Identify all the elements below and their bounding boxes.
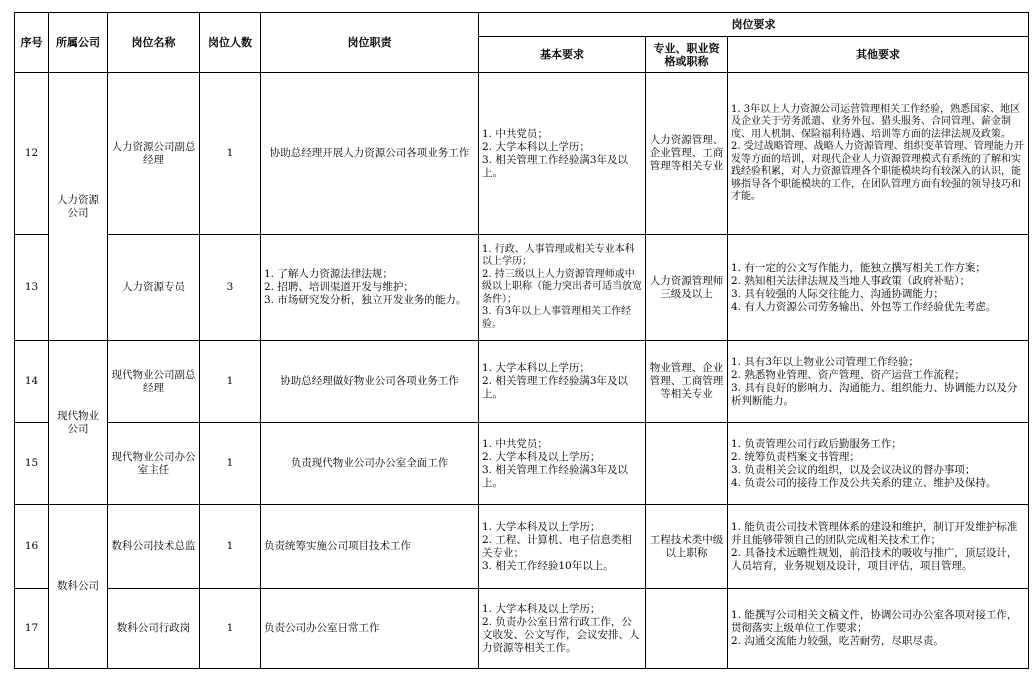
basic-requirements-cell	[479, 505, 646, 589]
table-row	[15, 423, 1029, 505]
company-cell: 人力资源公司	[49, 73, 108, 341]
other-line: 3. 具有良好的影响力、沟通能力、组织能力、协调能力以及分析判断能力。	[731, 381, 1018, 407]
position-cell: 数科公司行政岗	[108, 589, 200, 669]
duty-line: 1. 了解人力资源法律法规；	[264, 268, 393, 280]
basic-line: 1. 大学本科以上学历；	[482, 362, 590, 374]
header-company: 所属公司	[49, 13, 108, 73]
seq-cell: 17	[15, 589, 49, 669]
duty-line: 3. 市场研究发分析，独立开发业务的能力。	[264, 294, 467, 306]
duties-cell	[261, 73, 479, 235]
duty-line: 2. 招聘、培训渠道开发与维护；	[264, 281, 414, 293]
other-line: 3. 负责相关会议的组织，以及会议决议的督办事项；	[731, 463, 976, 476]
duties-cell	[261, 235, 479, 341]
duty-line: 协助总经理开展人力资源公司各项业务工作	[269, 147, 470, 159]
other-line: 4. 有人力资源公司劳务输出、外包等工作经验优先考虑。	[731, 300, 997, 313]
seq-cell: 16	[15, 505, 49, 589]
position-cell: 数科公司技术总监	[108, 505, 200, 589]
seq-cell: 13	[15, 235, 49, 341]
basic-requirements-cell	[479, 423, 646, 505]
other-line: 4. 负责公司的接待工作及公共关系的建立、维护及保持。	[731, 476, 997, 489]
basic-line: 2. 负责办公室日常行政工作，公文收发、公文写作，会议安排、人力资源等相关工作。	[482, 615, 640, 654]
header-requirements: 岗位要求	[479, 13, 1029, 37]
duties-cell	[261, 589, 479, 669]
basic-requirements-cell	[479, 341, 646, 423]
duties-cell	[261, 341, 479, 423]
position-cell: 人力资源专员	[108, 235, 200, 341]
count-cell: 3	[200, 235, 261, 341]
basic-line: 3. 相关工作经验10年以上。	[482, 559, 614, 572]
major-cell: 人力资源管理师三级及以上	[646, 235, 728, 341]
header-other: 其他要求	[728, 37, 1029, 73]
seq-cell: 12	[15, 73, 49, 235]
table-row	[15, 235, 1029, 341]
other-requirements-cell	[728, 423, 1029, 505]
position-cell: 现代物业公司办公室主任	[108, 423, 200, 505]
count-cell: 1	[200, 423, 261, 505]
other-requirements-cell	[728, 589, 1029, 669]
duties-cell	[261, 505, 479, 589]
other-line: 2. 沟通交流能力较强，吃苦耐劳，尽职尽责。	[731, 635, 944, 647]
major-cell: 人力资源管理、企业管理、工商管理等相关专业	[646, 73, 728, 235]
duties-cell	[261, 423, 479, 505]
basic-line: 1. 行政、人事管理或相关专业本科以上学历；	[482, 243, 635, 268]
other-line: 1. 能负责公司技术管理体系的建设和维护，制订开发维护标准并且能够带领自己的团队完成相关技术工作；	[731, 520, 1018, 546]
position-cell: 人力资源公司副总经理	[108, 73, 200, 235]
other-requirements-cell	[728, 235, 1029, 341]
header-duties: 岗位职责	[261, 13, 479, 73]
other-requirements-cell	[728, 341, 1029, 423]
other-line: 2. 统筹负责档案文书管理；	[731, 450, 860, 463]
table-row	[15, 341, 1029, 423]
other-line: 3. 具有较强的人际交往能力、沟通协调能力；	[731, 287, 944, 300]
other-line: 1. 具有3年以上物业公司管理工作经验；	[731, 355, 920, 368]
basic-line: 2. 大学本科以上学历；	[482, 140, 590, 153]
count-cell: 1	[200, 341, 261, 423]
other-line: 2. 具备技术远瞻性规划，前沿技术的吸收与推广，顶层设计，人员培育，业务规划及设计，项目评估，项目管理。	[731, 546, 1018, 572]
basic-requirements-cell	[479, 589, 646, 669]
other-line: 1. 能撰写公司相关文稿文件，协调公司办公室各项对接工作，贯彻落实上级单位工作要求；	[731, 609, 1018, 634]
job-requirements-table	[14, 12, 1029, 669]
count-cell: 1	[200, 505, 261, 589]
count-cell: 1	[200, 73, 261, 235]
basic-line: 3. 有3年以上人事管理相关工作经验。	[482, 306, 632, 330]
company-cell: 数科公司	[49, 505, 108, 669]
other-line: 1. 3年以上人力资源公司运营管理相关工作经验，熟悉国家、地区及企业关于劳务派遣、业务外包、猎头服务、合同管理、薪金制度、用人机制、保险福利待遇、培训等方面的法律法规及政策。	[731, 103, 1021, 140]
basic-line: 3. 相关管理工作经验满3年及以上。	[482, 153, 629, 179]
seq-cell: 14	[15, 341, 49, 423]
major-cell: 物业管理、企业管理、工商管理等相关专业	[646, 341, 728, 423]
header-position: 岗位名称	[108, 13, 200, 73]
other-line: 1. 负责管理公司行政后勤服务工作；	[731, 437, 902, 450]
basic-line: 1. 中共党员；	[482, 127, 548, 140]
basic-line: 2. 相关管理工作经验满3年及以上。	[482, 375, 629, 400]
basic-line: 2. 大学本科及以上学历；	[482, 450, 601, 463]
table-row	[15, 73, 1029, 235]
header-count: 岗位人数	[200, 13, 261, 73]
table-row	[15, 505, 1029, 589]
header-seq: 序号	[15, 13, 49, 73]
duty-line: 负责现代物业公司办公室全面工作	[290, 457, 449, 469]
basic-line: 1. 大学本科及以上学历；	[482, 520, 601, 533]
other-requirements-cell	[728, 505, 1029, 589]
seq-cell: 15	[15, 423, 49, 505]
table-row	[15, 589, 1029, 669]
duty-line: 负责统筹实施公司项目技术工作	[264, 540, 411, 552]
basic-requirements-cell	[479, 73, 646, 235]
other-line: 1. 有一定的公文写作能力，能独立撰写相关工作方案；	[731, 261, 986, 274]
other-requirements-cell	[728, 73, 1029, 235]
basic-line: 3. 相关管理工作经验满3年及以上。	[482, 463, 629, 489]
other-line: 2. 熟悉物业管理、资产管理、资产运营工作流程；	[731, 368, 965, 381]
duty-line: 协助总经理做好物业公司各项业务工作	[280, 375, 459, 387]
basic-line: 1. 大学本科及以上学历；	[482, 602, 601, 615]
count-cell: 1	[200, 589, 261, 669]
other-line: 2. 受过战略管理、战略人力资源管理、组织变革管理、管理能力开发等方面的培训，对现代企业人力资源管理模式有系统的了解和实践经验积累，对人力资源管理各个职能模块均有较深入的认识，能够指导各个职能模块的工作，在团队管理方面有较强的领导技巧和才能。	[731, 141, 1024, 202]
major-cell	[646, 589, 728, 669]
basic-requirements-cell	[479, 235, 646, 341]
other-line: 2. 熟知相关法律法规及当地人事政策（政府补贴）；	[731, 274, 971, 287]
header-major: 专业、职业资格或职称	[646, 37, 728, 73]
basic-line: 2. 工程、计算机、电子信息类相关专业；	[482, 533, 632, 559]
position-cell: 现代物业公司副总经理	[108, 341, 200, 423]
major-cell	[646, 423, 728, 505]
duty-line: 负责公司办公室日常工作	[264, 622, 380, 634]
header-row-top	[15, 13, 1029, 37]
company-cell: 现代物业公司	[49, 341, 108, 505]
basic-line: 2. 持三级以上人力资源管理师或中级以上职称（能力突出者可适当放宽条件）；	[482, 268, 642, 305]
basic-line: 1. 中共党员；	[482, 437, 548, 450]
major-cell: 工程技术类中级以上职称	[646, 505, 728, 589]
header-basic: 基本要求	[479, 37, 646, 73]
